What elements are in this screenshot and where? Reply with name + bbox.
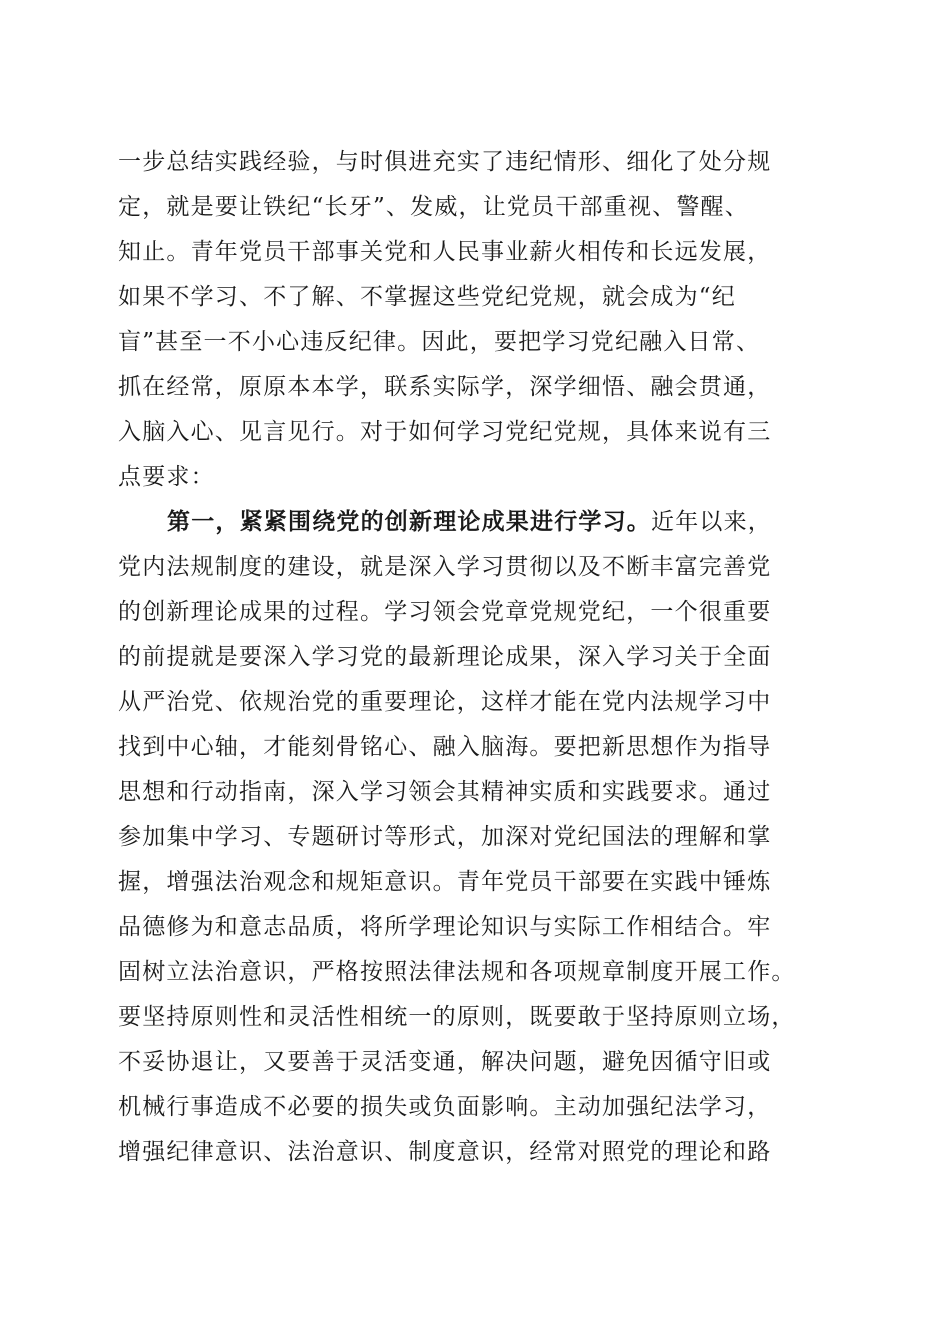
- text-line: 如果不学习、不了解、不掌握这些党纪党规，就会成为“纪: [118, 284, 736, 310]
- text-line: 盲”甚至一不小心违反纪律。因此，要把学习党纪融入日常、: [118, 329, 761, 355]
- text-line: 参加集中学习、专题研讨等形式，加深对党纪国法的理解和掌: [118, 824, 772, 850]
- text-line: 握，增强法治观念和规矩意识。青年党员干部要在实践中锤炼: [118, 869, 772, 895]
- text-line: 不妥协退让，又要善于灵活变通，解决问题，避免因循守旧或: [118, 1049, 772, 1075]
- text-line: 入脑入心、见言见行。对于如何学习党纪党规，具体来说有三: [118, 419, 772, 445]
- text-line: 思想和行动指南，深入学习领会其精神实质和实践要求。通过: [118, 779, 772, 805]
- section-heading: 第一，紧紧围绕党的创新理论成果进行学习。: [167, 508, 651, 535]
- text-line: 品德修为和意志品质，将所学理论知识与实际工作相结合。牢: [118, 914, 772, 940]
- text-line: 知止。青年党员干部事关党和人民事业薪火相传和长远发展，: [118, 239, 772, 265]
- text-line: 机械行事造成不必要的损失或负面影响。主动加强纪法学习，: [118, 1094, 772, 1120]
- text-span: 近年以来，: [651, 509, 772, 535]
- text-line: 的前提就是要深入学习党的最新理论成果，深入学习关于全面: [118, 644, 772, 670]
- text-line: 从严治党、依规治党的重要理论，这样才能在党内法规学习中: [118, 689, 772, 715]
- text-line: 一步总结实践经验，与时俱进充实了违纪情形、细化了处分规: [118, 149, 772, 175]
- text-line: 党内法规制度的建设，就是深入学习贯彻以及不断丰富完善党: [118, 554, 772, 580]
- text-line: 增强纪律意识、法治意识、制度意识，经常对照党的理论和路: [118, 1139, 772, 1165]
- text-line: 定，就是要让铁纪“长牙”、发威，让党员干部重视、警醒、: [118, 194, 749, 220]
- text-line: 点要求：: [118, 464, 215, 490]
- text-line: 抓在经常，原原本本学，联系实际学，深学细悟、融会贯通，: [118, 374, 772, 400]
- paragraph-first-line: [167, 502, 772, 542]
- text-line: 固树立法治意识，严格按照法律法规和各项规章制度开展工作。: [118, 959, 796, 985]
- text-line: 的创新理论成果的过程。学习领会党章党规党纪，一个很重要: [118, 599, 772, 625]
- text-line: 找到中心轴，才能刻骨铭心、融入脑海。要把新思想作为指导: [118, 734, 772, 760]
- text-line: 要坚持原则性和灵活性相统一的原则，既要敢于坚持原则立场，: [118, 1004, 796, 1030]
